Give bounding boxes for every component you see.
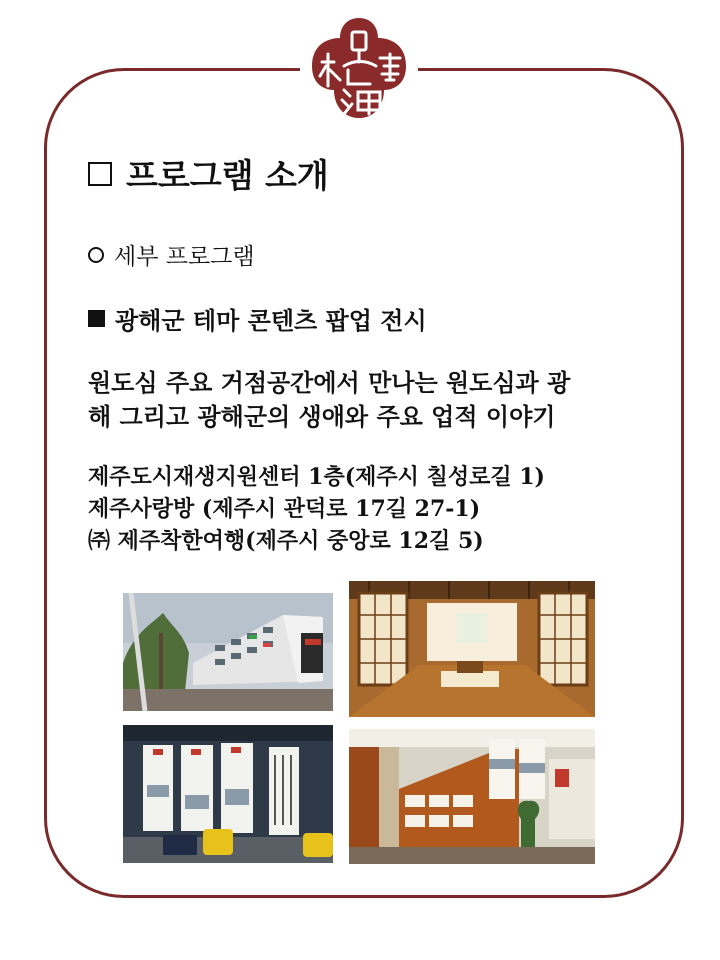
page-title-text: 프로그램 소개 [126, 156, 329, 195]
filled-square-bullet-icon [88, 310, 105, 327]
venue-item: ㈜ 제주착한여행(제주시 중앙로 12길 5) [88, 528, 484, 554]
building-exterior-photo [123, 593, 333, 711]
venue-list [88, 461, 688, 557]
section-heading-text: 광해군 테마 콘텐츠 팝업 전시 [115, 306, 427, 335]
description-line: 원도심 주요 거점공간에서 만나는 원도심과 광 [88, 368, 571, 397]
venue-item: 제주사랑방 (제주시 관덕로 17길 27-1) [88, 496, 481, 522]
gwanghaegun-logo-icon [300, 10, 418, 128]
staircase-display-photo [349, 729, 595, 864]
exhibition-panels-photo [123, 725, 333, 863]
description-line: 해 그리고 광해군의 생애와 주요 업적 이야기 [88, 402, 556, 431]
circle-bullet-icon [88, 247, 104, 263]
venue-item: 제주도시재생지원센터 1층(제주시 칠성로길 1) [88, 464, 545, 490]
subtitle [88, 238, 255, 271]
wooden-interior-photo [349, 581, 595, 717]
section-heading [88, 301, 427, 336]
square-outline-icon [88, 162, 112, 186]
description [88, 366, 668, 434]
page-title [88, 150, 329, 197]
subtitle-text: 세부 프로그램 [114, 244, 255, 270]
